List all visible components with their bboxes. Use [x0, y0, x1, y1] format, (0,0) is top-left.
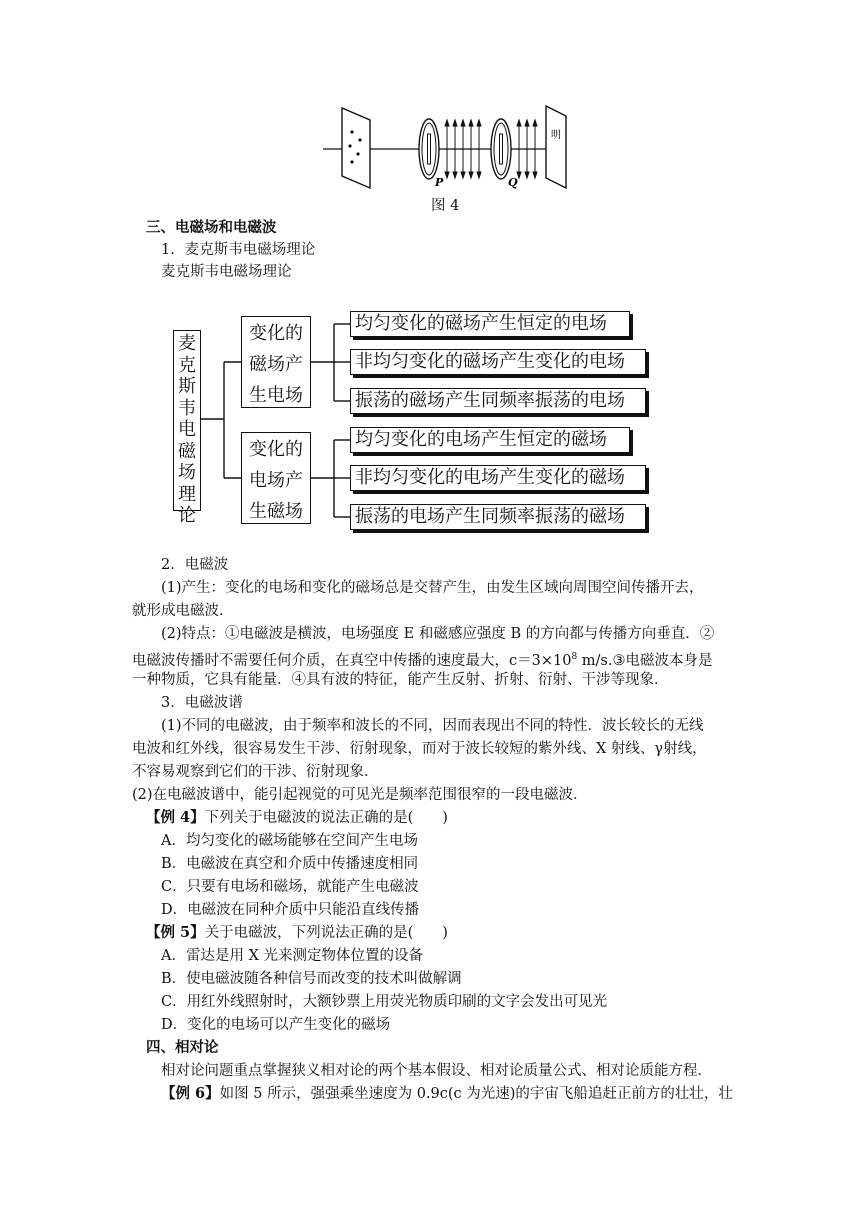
leaf-box: 振荡的磁场产生同频率振荡的电场: [350, 388, 646, 414]
root-label-char: 斯: [178, 376, 196, 397]
root-label-char: 场: [178, 462, 196, 483]
root-label-char: 克: [178, 354, 196, 376]
root-label-char: 麦: [178, 333, 196, 354]
label-q: Q: [508, 176, 518, 189]
paragraph-line: [132, 647, 712, 671]
leaf-box: 非均匀变化的磁场产生变化的电场: [350, 349, 646, 375]
example-6-question: [161, 1084, 733, 1104]
example-5-question: [146, 923, 448, 943]
branch-label-line: 变化的: [249, 439, 303, 460]
paragraph-line: (1)产生：变化的电场和变化的磁场总是交替产生，由发生区域向周围空间传播开去，: [161, 580, 704, 596]
root-label-char: 磁: [178, 440, 196, 462]
branch-box-magnetic: [241, 316, 311, 408]
leaf-box: 均匀变化的电场产生恒定的磁场: [350, 427, 630, 453]
option-d: D．变化的电场可以产生变化的磁场: [161, 1017, 391, 1033]
paragraph-line: 电波和红外线，很容易发生干涉、衍射现象，而对于波长较短的紫外线、X 射线、γ射线，: [132, 741, 707, 757]
root-label-char: 理: [178, 483, 196, 505]
leaf-box: 振荡的电场产生同频率振荡的磁场: [350, 504, 646, 530]
section-3-heading: 三、电磁场和电磁波: [146, 219, 277, 236]
paragraph-line: (2)特点：①电磁波是横波，电场强度 E 和磁感应强度 B 的方向都与传播方向垂直．②: [161, 626, 715, 642]
subheading-maxwell: 1．麦克斯韦电磁场理论: [161, 242, 316, 258]
question-text: 下列关于电磁波的说法正确的是( ): [204, 810, 448, 826]
question-text: 如图 5 所示，强强乘坐速度为 0.9c(c 为光速)的宇宙飞船追赶正前方的壮壮，壮: [219, 1086, 733, 1102]
option-c: C．只要有电场和磁场，就能产生电磁波: [161, 879, 419, 895]
subheading-maxwell-repeat: 麦克斯韦电磁场理论: [161, 264, 292, 280]
paragraph-line: 就形成电磁波．: [132, 603, 234, 619]
example-tag: 【例 5】: [146, 924, 205, 941]
paragraph-line: 一种物质，它具有能量．④具有波的特征，能产生反射、折射、衍射、干涉等现象．: [132, 672, 669, 688]
text-span: m/s.③电磁波本身是: [577, 652, 713, 669]
superscript: 8: [571, 652, 578, 662]
root-label-char: 韦: [178, 397, 196, 419]
example-tag: 【例 6】: [161, 1085, 220, 1102]
paragraph-line: (1)不同的电磁波，由于频率和波长的不同，因而表现出不同的特性．波长较长的无线: [161, 718, 704, 734]
option-b: B．电磁波在真空和介质中传播速度相同: [161, 856, 419, 872]
paragraph-line: 不容易观察到它们的干涉、衍射现象．: [132, 764, 379, 780]
option-a: A．雷达是用 X 光来测定物体位置的设备: [161, 948, 424, 964]
root-label-char: 电: [178, 419, 196, 440]
branch-label-line: 电场产: [249, 470, 303, 491]
paragraph-line: (2)在电磁波谱中，能引起视觉的可见光是频率范围很窄的一段电磁波．: [132, 787, 588, 803]
branch-label-line: 磁场产: [249, 354, 303, 375]
branch-box-electric: [241, 432, 311, 524]
option-a: A．均匀变化的磁场能够在空间产生电场: [161, 833, 418, 849]
figure-4-caption: 图 4: [431, 198, 460, 214]
root-label-char: 论: [178, 505, 196, 526]
branch-label-line: 变化的: [249, 323, 303, 344]
spectrum-heading: 3．电磁波谱: [161, 695, 243, 711]
section-4-heading: 四、相对论: [146, 1039, 219, 1056]
root-label: [174, 331, 200, 527]
root-box-maxwell: [173, 330, 201, 526]
option-c: C．用红外线照射时，大额钞票上用荧光物质印刷的文字会发出可见光: [161, 994, 608, 1010]
paragraph-line: 相对论问题重点掌握狭义相对论的两个基本假设、相对论质量公式、相对论质能方程．: [161, 1063, 712, 1079]
em-wave-heading: 2．电磁波: [161, 557, 229, 573]
text-span: 电磁波传播时不需要任何介质，在真空中传播的速度最大，c＝3×10: [132, 652, 572, 669]
label-p: P: [435, 176, 444, 189]
branch-label-line: 生磁场: [249, 501, 303, 522]
branch-label-line: 生电场: [249, 385, 303, 406]
example-tag: 【例 4】: [146, 809, 205, 826]
example-4-question: [146, 808, 448, 828]
label-bright: 明: [551, 130, 561, 141]
leaf-box: 均匀变化的磁场产生恒定的电场: [350, 311, 630, 337]
option-d: D．电磁波在同种介质中只能沿直线传播: [161, 902, 420, 918]
question-text: 关于电磁波，下列说法正确的是( ): [204, 925, 448, 941]
leaf-box: 非均匀变化的电场产生变化的磁场: [350, 465, 646, 491]
option-b: B．使电磁波随各种信号而改变的技术叫做解调: [161, 971, 462, 987]
